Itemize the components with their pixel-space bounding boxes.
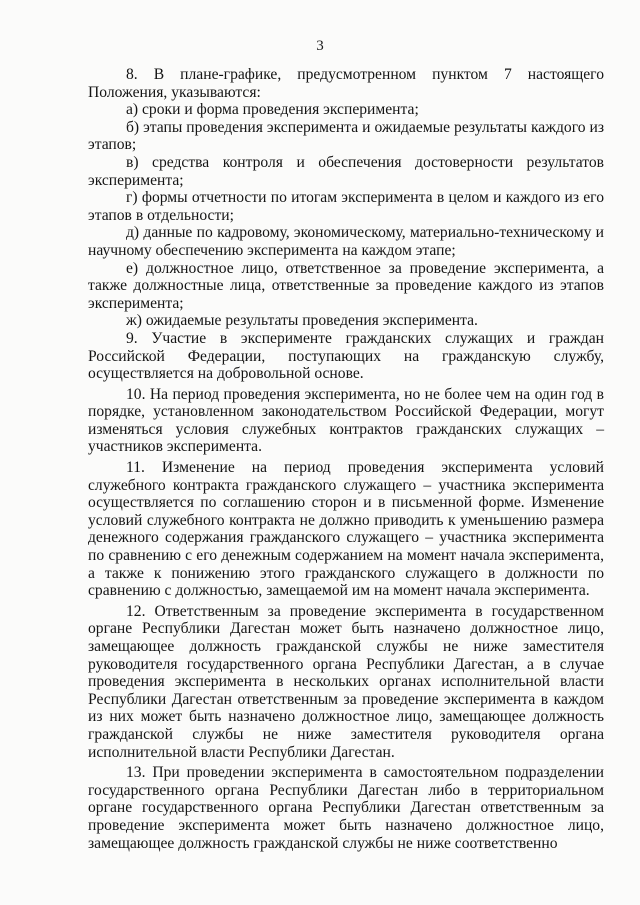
paragraph-8: 8. В плане-графике, предусмотренном пунктом 7 настоящего Положения, указываются:: [88, 66, 604, 101]
paragraph-10: 10. На период проведения эксперимента, но не более чем на один год в порядке, установленном законодательством Российской Федерации, могут изменяться условия служебных контрактов гражданских служащих – участников эксперимента.: [88, 385, 604, 456]
page-number: 3: [316, 38, 324, 54]
list-item-b: б) этапы проведения эксперимента и ожидаемые результаты каждого из этапов;: [88, 118, 604, 154]
list-item-e: е) должностное лицо, ответственное за проведение эксперимента, а также должностные лица, ответственные за проведение каждого из этапов эксперимента;: [88, 259, 604, 312]
list-item-d: д) данные по кадровому, экономическому, материально-техническому и научному обеспечению эксперимента на каждом этапе;: [88, 224, 604, 259]
list-item-a: а) сроки и форма проведения эксперимента;: [126, 101, 419, 119]
paragraph-12: 12. Ответственным за проведение эксперимента в государственном органе Республики Дагестан может быть назначено должностное лицо, замещающее должность гражданской службы не ниже заместителя руководителя государственного органа Республики Дагестан, а в случае проведения эксперимента в нескольких органах исполнительной власти Республики Дагестан ответственным за проведение эксперимента в каждом из них может быть назначено должностное лицо, замещающее должность гражданской службы не ниже заместителя руководителя органа исполнительной власти Республики Дагестан.: [88, 602, 604, 761]
paragraph-9: 9. Участие в эксперименте гражданских служащих и граждан Российской Федерации, поступающих на гражданскую службу, осуществляется на добровольной основе.: [88, 329, 604, 383]
document-body: [88, 66, 604, 852]
paragraph-13: 13. При проведении эксперимента в самостоятельном подразделении государственного органа Республики Дагестан либо в территориальном органе государственного органа Республики Дагестан ответственным за проведение эксперимента может быть назначено должностное лицо, замещающее должность гражданской службы не ниже соответственно: [88, 764, 604, 852]
list-item-v: в) средства контроля и обеспечения достоверности результатов эксперимента;: [88, 153, 604, 189]
paragraph-11: 11. Изменение на период проведения эксперимента условий служебного контракта гражданского служащего – участника эксперимента осуществляется по соглашению сторон и в письменной форме. Изменение условий служебного контракта не должно приводить к уменьшению размера денежного содержания гражданского служащего – участника эксперимента по сравнению с его денежным содержанием на момент начала эксперимента, а также к понижению этого гражданского служащего в должности по сравнению с должностью, замещаемой им на момент начала эксперимента.: [88, 459, 604, 600]
list-item-g: г) формы отчетности по итогам эксперимента в целом и каждого из его этапов в отдельности;: [88, 189, 604, 224]
list-item-zh: ж) ожидаемые результаты проведения эксперимента.: [126, 312, 478, 330]
